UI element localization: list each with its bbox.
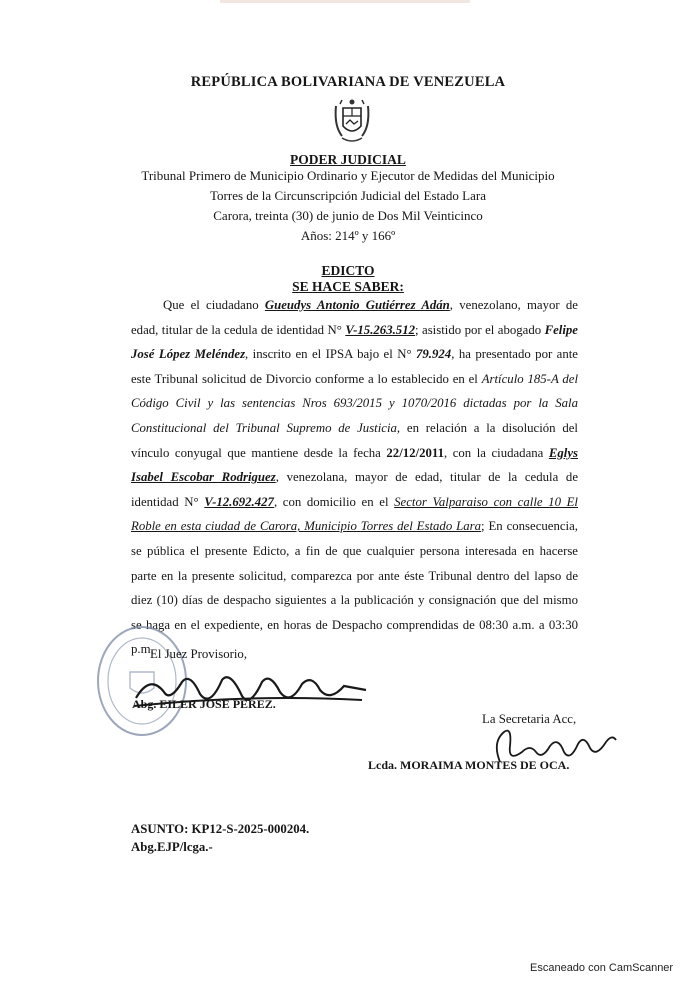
years-line: Años: 214º y 166º	[300, 228, 396, 243]
judge-name: Abg. EILER JOSE PEREZ.	[132, 697, 276, 711]
court-name-line-1: Tribunal Primero de Municipio Ordinario y Ejecutor de Medidas del Municipio	[141, 168, 555, 183]
secretary-name: Lcda. MORAIMA MONTES DE OCA.	[368, 758, 570, 772]
ipsa-number: 79.924	[416, 347, 452, 362]
date-line: Carora, treinta (30) de junio de Dos Mil Veinticinco	[213, 208, 483, 223]
country-heading: REPÚBLICA BOLIVARIANA DE VENEZUELA	[190, 74, 506, 90]
judicial-power-heading: PODER JUDICIAL	[290, 152, 406, 167]
coat-of-arms-icon	[328, 96, 376, 148]
lawyer-name: Felipe José López Meléndez	[131, 322, 578, 362]
case-number: ASUNTO: KP12-S-2025-000204.	[131, 822, 310, 836]
spouse-name: Eglys Isabel Escobar Rodriguez	[131, 445, 579, 485]
scan-edge-mark	[220, 0, 470, 3]
applicant-id: V-15.263.512	[345, 322, 415, 337]
spouse-id: V-12.692.427	[204, 494, 274, 509]
edict-paragraph: Que el ciudadano Gueudys Antonio Gutiérrez Adán, venezolano, mayor de edad, titular de la cedula de identidad N° V-15.263.512; asistido por el abogado Felipe José López Meléndez, inscrito en el IPSA bajo el N° 79.924, ha presentado por ante este Tribunal solicitud de Divorcio conforme a lo establecido en el Artículo 185-A del Código Civil y las sentencias Nros 693/2015 y 1070/2016 dictadas por la Sala Constitucional del Tribunal Supremo de Justicia, en relación a la disolución del vínculo conyugal que mantiene desde la fecha 22/12/2011, con la ciudadana Eglys Isabel Escobar Rodriguez, venezolana, mayor de edad, titular de la cedula de identidad N° V-12.692.427, con domicilio en el Sector Valparaiso con calle 10 El Roble en esta ciudad de Carora, Municipio Torres del Estado Lara; En consecuencia, se pública el presente Edicto, a fin de que cualquier persona interesada en hacerse parte en la presente solicitud, comparezca por ante éste Tribunal dentro del lapso de diez (10) días de despacho siguientes a la publicación y consignación que del mismo se haga en el expediente, en horas de Despacho comprendidas de 08:30 a.m. a 03:30 p.m.	[131, 298, 579, 657]
scanner-watermark: Escaneado con CamScanner	[530, 962, 674, 974]
edict-title: EDICTO	[321, 263, 375, 278]
court-name-line-2: Torres de la Circunscripción Judicial del Estado Lara	[210, 188, 486, 203]
address: Sector Valparaiso con calle 10 El Roble en esta ciudad de Carora, Municipio Torres del Estado Lara	[131, 494, 578, 534]
applicant-name: Gueudys Antonio Gutiérrez Adán	[264, 298, 450, 312]
edict-subtitle: SE HACE SABER:	[292, 279, 404, 294]
legal-reference: Artículo 185-A del Código Civil y las sentencias Nros 693/2015 y 1070/2016 dictadas por la Sala Constitucional del Tribunal Supremo de Justicia	[131, 371, 578, 435]
marriage-date: 22/12/2011	[386, 445, 444, 460]
judge-label: El Juez Provisorio,	[150, 647, 248, 661]
author-initials: Abg.EJP/lcga.-	[131, 840, 213, 854]
secretary-label: La Secretaria Acc,	[482, 712, 577, 726]
edict-body	[131, 293, 578, 662]
